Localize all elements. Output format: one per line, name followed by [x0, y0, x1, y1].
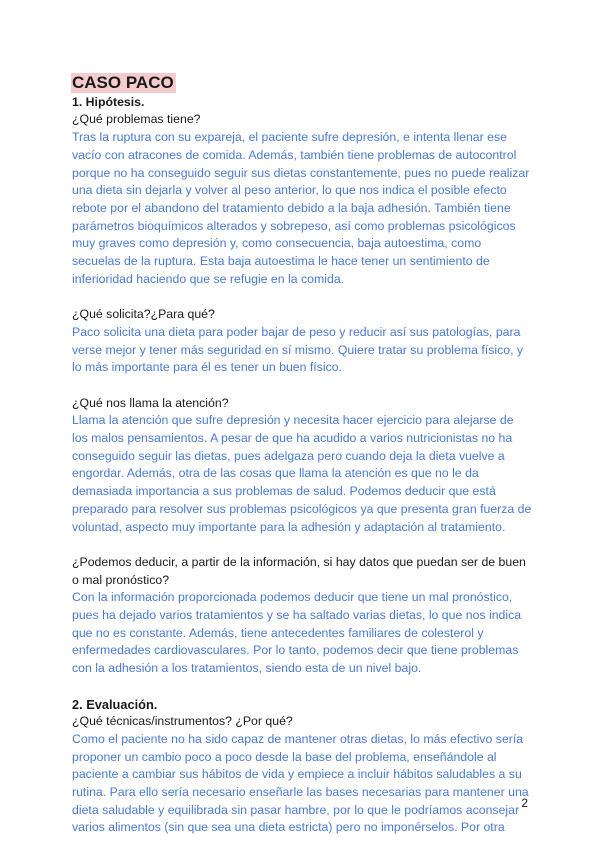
answer-request: Paco solicita una dieta para poder bajar de peso y reducir así sus patologías, para verse mejor y tener más seguridad en sí mismo. Quiere tratar su problema físico, y lo más importante para él es tener un buen físico. — [72, 324, 524, 375]
spacer — [72, 536, 532, 554]
section-1-heading: 1. Hipótesis. — [72, 94, 145, 109]
answer-attention: Llama la atención que sufre depresión y necesita hacer ejercicio para alejarse de los malos pensamientos. A pesar de que ha acudido a varios nutricionistas no ha conseguido seguir las dietas, pues adelgaza pero cuando deja la dieta vuelve a engordar. Además, otra de las cosas que llama la atención es que no le da demasiada importancia a sus problemas de salud. Podemos deducir que está preparado para resolver sus problemas psicológicos ya que presenta gran fuerza de voluntad, aspecto muy importante para la adhesión y adaptación al tratamiento. — [72, 413, 532, 534]
answer-prognosis: Con la información proporcionada podemos deducir que tiene un mal pronóstico, pues ha dejado varios tratamientos y se ha saltado varias dietas, lo que nos indica que no es constante. Además, tiene antecedentes familiares de colesterol y enfermedades cardiovasculares. Por lo tanto, podemos decir que tiene problemas con la adhesión a los tratamientos, siendo esta de un nivel bajo. — [72, 590, 522, 676]
spacer — [72, 288, 532, 306]
question-prognosis: ¿Podemos deducir, a partir de la información, si hay datos que puedan ser de buen o mal pronóstico? — [72, 554, 526, 587]
question-problems: ¿Qué problemas tiene? — [72, 112, 201, 127]
page-content — [72, 73, 532, 837]
case-title: CASO PACO — [72, 73, 174, 92]
page-number: 2 — [521, 796, 528, 810]
question-attention: ¿Qué nos llama la atención? — [72, 395, 229, 410]
section-2-heading: 2. Evaluación. — [72, 696, 158, 712]
answer-problems: Tras la ruptura con su expareja, el paciente sufre depresión, e intenta llenar ese vacío con atracones de comida. Además, también tiene problemas de autocontrol porque no ha conseguido seguir sus dietas constantemente, pues no puede realizar una dieta sin dejarla y volver al peso anterior, lo que nos indica el posible efecto rebote por el abandono del tratamiento debido a la baja adhesión. También tiene parámetros bioquímicos alterados y sobrepeso, así como problemas psicológicos muy graves como depresión y, como consecuencia, baja autoestima, como secuelas de la ruptura. Esta baja autoestima le hace tener un sentimiento de inferioridad haciendo que se refugie en la comida. — [72, 130, 530, 286]
question-techniques: ¿Qué técnicas/instrumentos? ¿Por qué? — [72, 714, 293, 729]
spacer — [72, 377, 532, 395]
question-request: ¿Qué solicita?¿Para qué? — [72, 307, 215, 322]
spacer — [72, 678, 532, 696]
answer-techniques: Como el paciente no ha sido capaz de mantener otras dietas, lo más efectivo sería proponer un cambio poco a poco desde la base del problema, enseñándole al paciente a cambiar sus hábitos de vida y empiece a incluir hábitos saludables a su rutina. Para ello sería necesario enseñarle las bases necesarias para mantener una dieta saludable y equilibrada sin pasar hambre, por lo que le podríamos aconsejar varios alimentos (sin que sea una dieta estricta) pero no imponérselos. Por otra — [72, 731, 529, 835]
